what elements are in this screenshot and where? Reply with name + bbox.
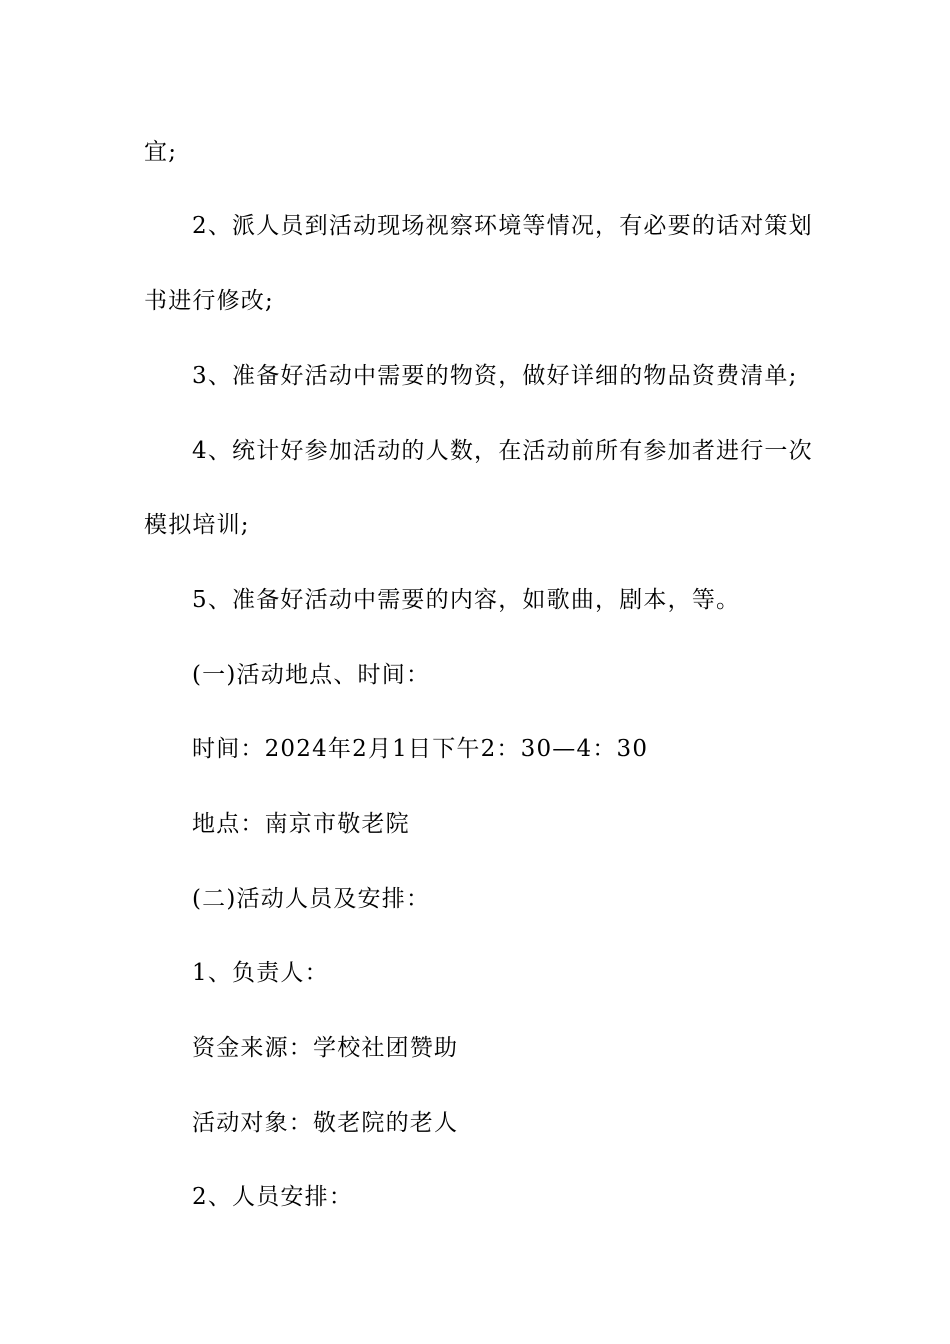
list-item-2-continuation: 书进行修改; [144, 288, 274, 314]
section-heading-staff: (二)活动人员及安排： [192, 886, 431, 912]
staff-arrangement-line: 2、人员安排： [192, 1184, 354, 1210]
list-item-4: 4、统计好参加活动的人数，在活动前所有参加者进行一次 [192, 438, 813, 464]
list-item-2: 2、派人员到活动现场视察环境等情况，有必要的话对策划 [192, 213, 813, 239]
funding-source-line: 资金来源：学校社团赞助 [192, 1035, 459, 1061]
time-line: 时间：2024年2月1日下午2：30—4：30 [192, 736, 649, 762]
section-heading-location-time: (一)活动地点、时间： [192, 662, 431, 688]
location-line: 地点：南京市敬老院 [192, 811, 410, 837]
text-line-continuation: 宜; [144, 139, 178, 165]
list-item-4-continuation: 模拟培训; [144, 512, 250, 538]
list-item-3: 3、准备好活动中需要的物资，做好详细的物品资费清单; [192, 363, 798, 389]
list-item-5: 5、准备好活动中需要的内容，如歌曲，剧本，等。 [192, 587, 741, 613]
target-audience-line: 活动对象：敬老院的老人 [192, 1110, 459, 1136]
responsible-person-line: 1、负责人： [192, 960, 329, 986]
